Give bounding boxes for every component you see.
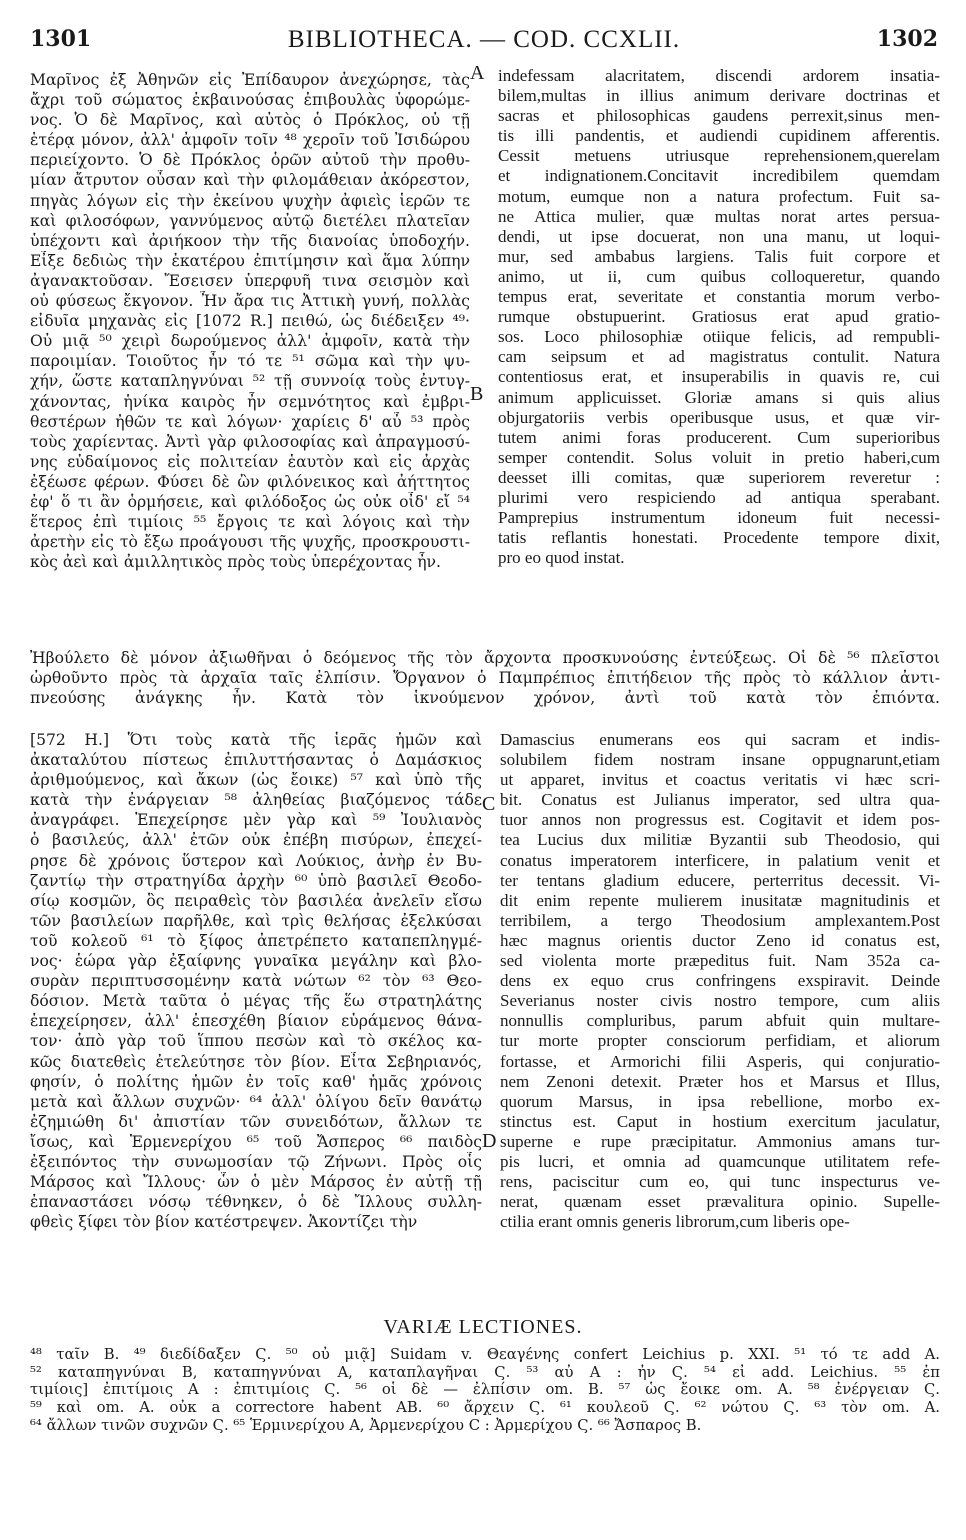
variae-lectiones-heading: VARIÆ LECTIONES.	[383, 1316, 583, 1338]
greek-text-column-top	[30, 70, 470, 572]
greek-text-full-width	[30, 648, 940, 708]
variant-reading-line: ⁶⁴ ἄλλων τινῶν συχνῶν Ϛ. ⁶⁵ Ἑρμινερίχου A, Ἀρμενερίχου C : Ἀρμερίχου Ϛ. ⁶⁶ Ἄσπαρος B.	[30, 1416, 702, 1434]
greek-text-line: ἐπαναστάσει νόσῳ τέθνηκεν, ὁ δὲ Ἴλλους συλλη-	[30, 1193, 482, 1212]
latin-text-line: stinctus est. Caput in hostium exercitum jaculatur,	[500, 1111, 940, 1131]
greek-text-line: ἐξειπόντος τὴν συνωμοσίαν τῷ Ζήνωνι. Πρὸς οἷς	[30, 1152, 482, 1171]
page-number-left: 1301	[30, 26, 92, 52]
latin-text-line: fortasse, et Armorichi filii Asperis, qui conjuratio-	[500, 1051, 940, 1071]
latin-text-line: dit enim repente mulierem inusitatæ magnitudinis et	[500, 890, 940, 910]
latin-text-line: tempus erat, severitate et constantia morum verbo-	[498, 287, 940, 307]
greek-text-line: παροιμίαν. Τοιοῦτος ἦν τό τε ⁵¹ σῶμα καὶ τὴν ψυ-	[30, 352, 470, 371]
latin-text-line: Pamprepius instrumentum idoneum fuit necessi-	[498, 508, 940, 528]
latin-text-line: Severianus noster civis nostro tempore, cum aliis	[500, 991, 940, 1011]
latin-text-line: bilem,multas in illius animum derivare doctrinas et	[498, 86, 940, 106]
greek-text-line: ἐζημιώθη δι' ἀπιστίαν τῶν συνειδότων, ἄλλων τε	[30, 1112, 482, 1131]
greek-text-line: φησίν, ὁ πολίτης ἡμῶν ἐν τοῖς καθ' ἡμᾶς χρόνοις	[30, 1072, 482, 1091]
latin-text-line: ut apparet, invitus et coactus veritatis vi hæc scri-	[500, 770, 940, 790]
greek-text-line: συρὰν περιπτυσσομένην κατὰ νώτων ⁶² τὸν ⁶³ Θεο-	[30, 972, 482, 991]
greek-text-line: [572 H.] Ὅτι τοὺς κατὰ τῆς ἱερᾶς ἡμῶν καὶ	[30, 731, 482, 749]
latin-text-line: bit. Conatus est Julianus imperator, sed ultra qua-	[500, 790, 940, 810]
section-marker-b: B	[470, 383, 484, 405]
greek-text-line: ἀρετὴν εἰς τὸ ἔξω προάγουσι τῆς ψυχῆς, προσκρουστι-	[30, 533, 470, 552]
latin-text-line: ctilia erant omnis generis librorum,cum liberis ope-	[500, 1212, 850, 1232]
section-marker-a: A	[470, 62, 485, 84]
greek-text-line: τοὺς χαρίεντας. Ἀντὶ γὰρ φιλοσοφίας καὶ ἀπραγμοσύ-	[30, 432, 470, 451]
greek-text-line: Εἶξε δεδιὼς τὴν ἑκατέρου ἐπιτίμησιν καὶ ἅμα λύπην	[30, 251, 470, 270]
greek-text-line: Μαρῖνος ἐξ Ἀθηνῶν εἰς Ἐπίδαυρον ἀνεχώρησε, τὰς	[30, 71, 470, 89]
greek-text-line: οὐ φύσεως ἔκγονον. Ἦν ἄρα τις Ἀττικὴ γυνή, πολλὰς	[30, 292, 470, 311]
greek-text-line: ἐφ' ὅ τι ἂν ὁρμήσειε, καὶ φιλόδοξος ὡς οὐκ οἶδ' εἴ ⁵⁴	[30, 492, 470, 511]
latin-text-line: dens ex equo crus confringens exspiravit. Deinde	[500, 971, 940, 991]
greek-text-line: Οὐ μιᾷ ⁵⁰ χειρὶ δωρούμενος ἀλλ' ἀμφοῖν, κατὰ τὴν	[30, 332, 470, 351]
latin-text-line: ne Attica mulier, quæ multas norat artes persua-	[498, 206, 940, 226]
latin-text-line: sos. Loco philosophiæ otiique felicis, ad rempubli-	[498, 327, 940, 347]
latin-text-line: et indignationem.Concitavit incredibilem quemdam	[498, 166, 940, 186]
variant-reading-line: τιμίοις] ἐπιτίμοις A : ἐπιτιμίοις Ϛ. ⁵⁶ οἱ δὲ — ἐλπίσιν om. B. ⁵⁷ ὡς ἔοικε om. A. ⁵⁸ ἐνέργειαν Ϛ.	[30, 1381, 940, 1399]
latin-text-line: indefessam alacritatem, discendi ardorem insatia-	[498, 66, 940, 85]
greek-text-line: μίαν ἄτρυτον οὖσαν καὶ τὴν φιλομάθειαν ἀκόρεστον,	[30, 171, 470, 190]
latin-text-line: ter tentans gladium educere, perterritus decessit. Vi-	[500, 870, 940, 890]
greek-text-line: νης εὐδαίμονος εἰς πολιτείαν ἑαυτὸν καὶ εἰς ἀρχὰς	[30, 452, 470, 471]
latin-text-line: tuor annos non progressus est. Cogitavit et idem pos-	[500, 810, 940, 830]
latin-text-line: animum applicuisset. Gloriæ amans si quis alius	[498, 387, 940, 407]
greek-text-column-bottom	[30, 730, 482, 1232]
greek-text-line: ἄχρι τοῦ σώματος ἐκβαινούσας ἐπιβουλὰς ὑφορώμε-	[30, 91, 470, 110]
section-marker-c: C	[482, 793, 496, 815]
latin-text-line: rumque obstupuerint. Gratiosus erat apud gratio-	[498, 307, 940, 327]
latin-text-line: terribilem, a tergo Theodosium amplexantem.Post	[500, 910, 940, 930]
greek-text-line: χήν, ὥστε καταπληγνύναι ⁵² τῇ συννοίᾳ τοὺς ἐντυγ-	[30, 372, 470, 391]
latin-text-line: tea Lucius dux militiæ Byzantii sub Theodosio, qui	[500, 830, 940, 850]
greek-text-line: ἑτέρᾳ μόνον, ἀλλ' ἀμφοῖν τοῖν ⁴⁸ χεροῖν τοῦ Ἰσιδώρου	[30, 131, 470, 150]
greek-text-line: πνεούσης ἀνάγκης ἦν. Κατὰ τὸν ἱκνούμενον χρόνον, ἀντὶ τοῦ κατὰ τὸν ἐπιόντα.	[30, 689, 940, 708]
latin-text-line: nonnullis compluribus, parum abfuit quin multare-	[500, 1011, 940, 1031]
latin-text-line: pis lucri, et omnia ad quamcunque utilitatem refe-	[500, 1151, 940, 1171]
latin-text-line: semper contendit. Solus voluit in pretio haberi,cum	[498, 447, 940, 467]
variant-reading-line: ⁵² καταπηγνύναι B, καταπηγνύναι A, καταπλαγῆναι Ϛ. ⁵³ αὖ A : ἦν Ϛ. ⁵⁴ εἰ add. Leichius. ⁵⁵ ἐπ	[30, 1363, 940, 1381]
greek-text-line: τον· ἀπὸ γὰρ τοῦ ἵππου πεσὼν καὶ τὸ σκέλος κα-	[30, 1032, 482, 1051]
greek-text-line: ἕτερος ἐπὶ τιμίοις ⁵⁵ ἔργοις τε καὶ λόγοις καὶ τὴν	[30, 513, 470, 532]
latin-text-line: Cessit metuens utriusque reprehensionem,querelam	[498, 146, 940, 166]
greek-text-line: πηγὰς λόγων εἰς τὴν ἐκείνου ψυχὴν ἀφιεὶς ἱερῶν τε	[30, 191, 470, 210]
latin-text-line: sacras et philosophicas gaudens perrexit,sinus men-	[498, 106, 940, 126]
greek-text-line: ἐξέωσε φέρων. Φύσει δὲ ὢν φιλόνεικος καὶ ἀήττητος	[30, 472, 470, 491]
greek-text-line: δόσιον. Μετὰ ταῦτα ὁ μέγας τῆς ἕω στρατηλάτης	[30, 992, 482, 1011]
latin-text-line: plurimi vero respiciendo ad antiqua sperabant.	[498, 487, 940, 507]
greek-text-line: κατὰ τὴν ἐνάργειαν ⁵⁸ ἀληθείας βιαζόμενος τάδε	[30, 791, 482, 810]
greek-text-line: περιείχοντο. Ὁ δὲ Πρόκλος ὁρῶν αὐτοῦ τὴν προθυ-	[30, 151, 470, 170]
latin-text-line: tatis reflantis honestati. Procedente tempore dixit,	[498, 528, 940, 548]
running-title: BIBLIOTHECA. — COD. CCXLII.	[287, 26, 681, 53]
latin-text-column-top	[498, 66, 940, 568]
greek-text-line: κῶς διατεθεὶς ἐτελεύτησε τὸν βίον. Εἶτα Σεβηριανός,	[30, 1052, 482, 1071]
latin-text-line: sed violenta morte præpeditus fuit. Nam 352a ca-	[500, 951, 940, 971]
latin-text-line: superne e rupe præcipitatur. Ammonius amans tur-	[500, 1131, 940, 1151]
greek-text-line: φθεὶς ξίφει τὸν βίον κατέστρεψεν. Ἀκοντίζει τὴν	[30, 1213, 418, 1232]
greek-text-line: χάνοντας, ἡνίκα καιρὸς ἦν σεμνότητος καὶ ἐμβρι-	[30, 392, 470, 411]
greek-text-line: εἰδυῖα μηχανὰς εἰς [1072 R.] πειθώ, ὡς διέδειξεν ⁴⁹·	[30, 312, 470, 331]
latin-text-line: nem Zenoni detexit. Præter hos et Marsus et Illus,	[500, 1071, 940, 1091]
latin-text-line: dendi, ut ipse docuerat, non una manu, ut loqui-	[498, 226, 940, 246]
latin-text-line: nerat, quænam esset prævalitura opinio. Supelle-	[500, 1192, 940, 1212]
latin-text-line: mur, sed ambabus largiens. Talis fuit corpore et	[498, 246, 940, 266]
latin-text-line: motum, eumque non a natura profectum. Fuit sa-	[498, 186, 940, 206]
latin-text-line: deesset illi comitas, quæ superiorem reveretur :	[498, 467, 940, 487]
greek-text-line: τῶν βασιλείων παρῆλθε, καὶ τρὶς θελήσας ἐξελκύσαι	[30, 911, 482, 930]
greek-text-line: ἀγανακτοῦσαν. Ἔσεισεν ὑπερφυῆ τινα σεισμὸν καὶ	[30, 271, 470, 290]
greek-text-line: σίῳ κοσμῶν, ὃς πειραθεὶς τὸν βασιλέα ἀνελεῖν εἴσω	[30, 891, 482, 910]
latin-text-line: tutem animi foras producerent. Cum superioribus	[498, 427, 940, 447]
greek-text-line: θεστέρων ἠθῶν τε καὶ λόγων· χαρίεις δ' αὖ ⁵³ πρὸς	[30, 412, 470, 431]
latin-text-line: Damascius enumerans eos qui sacram et indis-	[500, 730, 940, 749]
latin-text-line: objurgatoriis verbis operibusque usus, et quæ vir-	[498, 407, 940, 427]
greek-text-line: καὶ φιλοσόφων, γαννύμενος αὐτῷ διετέλει πλατεῖαν	[30, 211, 470, 230]
greek-text-line: ρησε δὲ χρόνοις ὕστερον καὶ Λούκιος, ἀνὴρ ἐν Βυ-	[30, 851, 482, 870]
greek-text-line: ἀναγράφει. Ἐπεχείρησε μὲν γὰρ καὶ ⁵⁹ Ἰουλιανὸς	[30, 811, 482, 830]
latin-text-line: tis illi pandentis, et audiendi cupidinem afferentis.	[498, 126, 940, 146]
latin-text-line: animo, ut ii, cum quibus colloqueretur, quando	[498, 266, 940, 286]
greek-text-line: ὠρθοῦντο πρὸς τὰ ἀρχαῖα ταῖς ἐλπίσιν. Ὄργανον ὁ Παμπρέπιος ἐπιτήδειον τῆς πρὸς τὸ κάλλιον ἀντι-	[30, 669, 940, 688]
page-number-right: 1302	[876, 26, 938, 52]
greek-text-line: Μάρσος καὶ Ἴλλους· ὧν ὁ μὲν Μάρσος ἐν αὐτῇ τῇ	[30, 1173, 482, 1192]
greek-text-line: ἀκαταλύτου πίστεως ἐπιλυττήσαντας ὁ Δαμάσκιος	[30, 751, 482, 770]
latin-text-line: contentiosus erat, et insuperabilis in quavis re, cui	[498, 367, 940, 387]
greek-text-line: μετὰ καὶ ἄλλων συχνῶν· ⁶⁴ ἀλλ' ὀλίγου δεῖν θανάτῳ	[30, 1092, 482, 1111]
greek-text-line: τοῦ κολεοῦ ⁶¹ τὸ ξίφος ἀπετρέπετο καταπεπληγμέ-	[30, 931, 482, 950]
latin-text-line: cam seipsum et ad magistratus contulit. Natura	[498, 347, 940, 367]
greek-text-line: ἴσως, καὶ Ἑρμενερίχου ⁶⁵ τοῦ Ἄσπερος ⁶⁶ παιδὸς	[30, 1132, 482, 1151]
greek-text-line: κὸς ἀεὶ καὶ ἀμιλλητικὸς πρὸς τοὺς ὑπερέχοντας ἦν.	[30, 553, 441, 572]
greek-text-line: ὁ βασιλεύς, ἀλλ' ἐτῶν οὐκ ἐπέβη πισύρων, ἐπεχεί-	[30, 831, 482, 850]
greek-text-line: νος· ἑώρα γὰρ ἐξαίφνης γυναῖκα μεγάλην καὶ βλο-	[30, 952, 482, 971]
variant-reading-line: ⁴⁸ ταῖν B. ⁴⁹ διεδίδαξεν Ϛ. ⁵⁰ οὐ μιᾷ] Suidam v. Θεαγένης confert Leichius p. XXI. ⁵¹ τό τε add A.	[30, 1346, 940, 1363]
greek-text-line: ὑπέχοντι καὶ ἀριήκοον τὴν τῆς διανοίας ὑποδοχήν.	[30, 231, 470, 250]
latin-text-line: hæc magnus orientis ductor Zeno id conatus est,	[500, 930, 940, 950]
latin-text-line: tur morte propter consciorum perfidiam, et aliorum	[500, 1031, 940, 1051]
greek-text-line: ἐπεχείρησεν, ἀλλ' ἐπεσχέθη βίαιον εὑράμενος θάνα-	[30, 1012, 482, 1031]
latin-text-line: pro eo quod instat.	[498, 548, 625, 568]
greek-text-line: νος. Ὁ δὲ Μαρῖνος, καὶ αὐτὸς ὁ Πρόκλος, οὐ τῇ	[30, 111, 470, 130]
running-header	[30, 26, 938, 56]
latin-text-column-bottom	[500, 730, 940, 1232]
latin-text-line: quorum Marsus, in ipsa rebellione, morbo ex-	[500, 1091, 940, 1111]
latin-text-line: rens, paciscitur cum eo, qui tunc inspecturus ve-	[500, 1172, 940, 1192]
greek-text-line: ζαντίῳ τὴν στρατηγίδα ἀρχὴν ⁶⁰ ὑπὸ βασιλεῖ Θεοδο-	[30, 871, 482, 890]
greek-text-line: ἀριθμούμενος, καὶ ἄκων (ὡς ἔοικε) ⁵⁷ καὶ ὑπὸ τῆς	[30, 771, 482, 790]
variant-reading-line: ⁵⁹ καὶ om. A. οὐκ a correctore habent AB. ⁶⁰ ἄρχειν Ϛ. ⁶¹ κουλεοῦ Ϛ. ⁶² νώτου Ϛ. ⁶³ τὸν om. A.	[30, 1399, 940, 1417]
greek-text-line: Ἠβούλετο δὲ μόνον ἀξιωθῆναι ὁ δεόμενος τῆς τὸν ἄρχοντα προσκυνούσης ἐντεύξεως. Οἱ δὲ ⁵⁶ πλεῖστοι	[30, 649, 940, 667]
latin-text-line: conatus imperatorem interficere, in palatium venit et	[500, 850, 940, 870]
variae-lectiones-notes	[30, 1346, 940, 1434]
section-marker-d: D	[482, 1130, 497, 1152]
latin-text-line: solubilem fidem nostram insane oppugnarunt,etiam	[500, 750, 940, 770]
